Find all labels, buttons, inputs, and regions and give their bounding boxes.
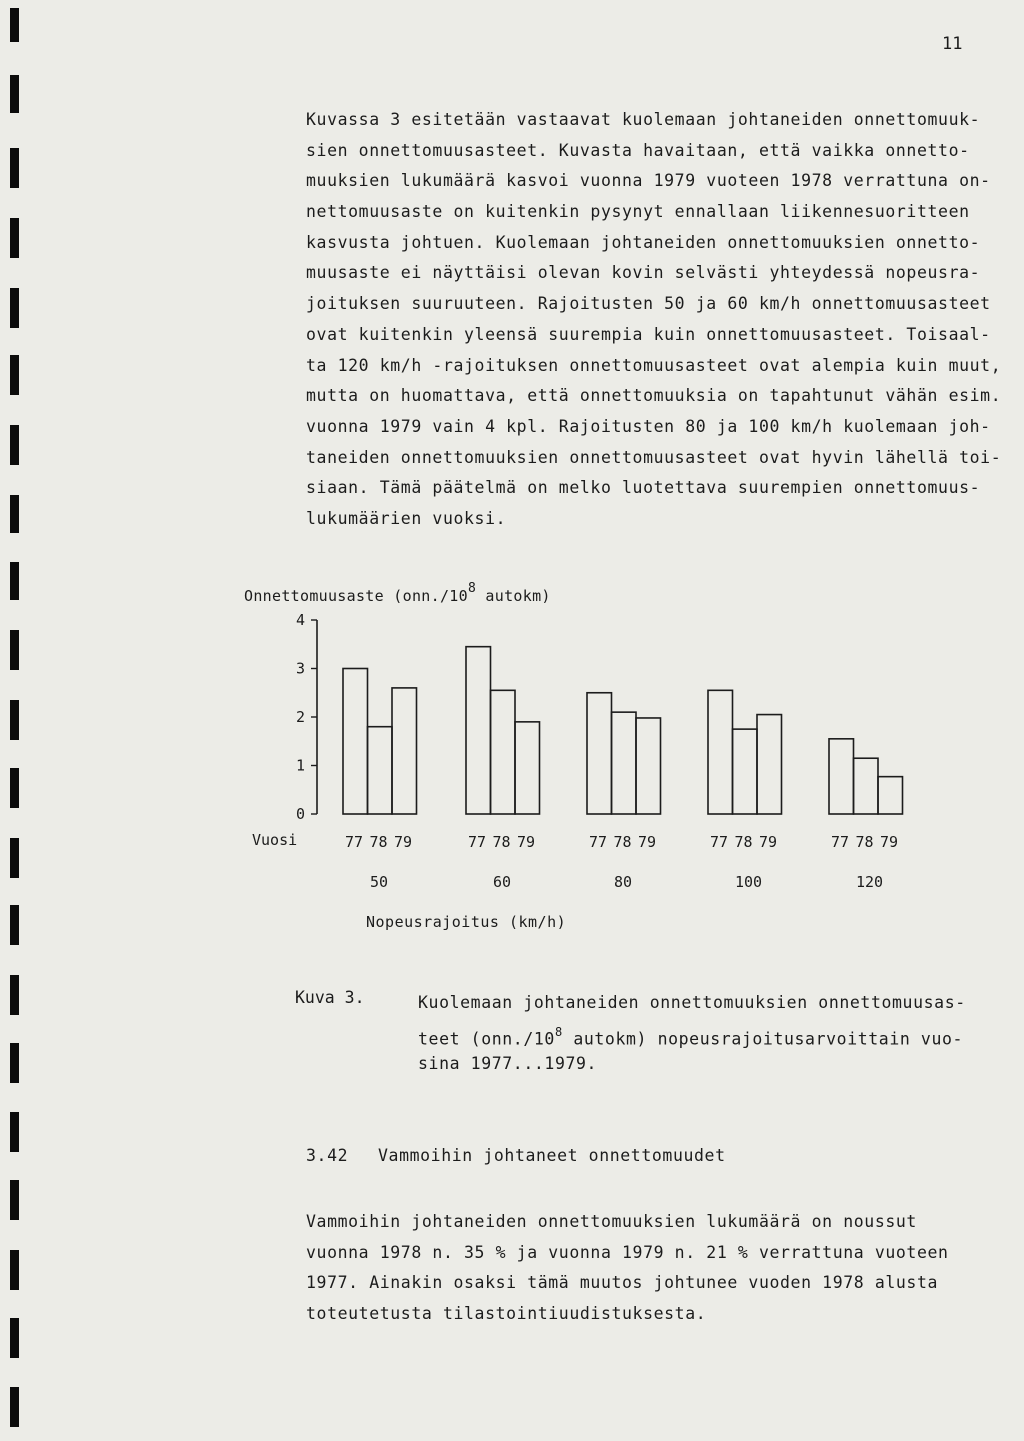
paragraph-2 [306,1207,996,1330]
binding-mark [10,1112,19,1152]
bar [708,690,733,814]
binding-mark [10,75,19,113]
binding-mark [10,495,19,533]
x-row-label: Vuosi [252,831,298,849]
binding-mark [10,1318,19,1358]
text-line: toteutetusta tilastointiuudistuksesta. [306,1304,707,1324]
section-heading [306,1146,726,1165]
text-line: Vammoihin johtaneiden onnettomuuksien lukumäärä on noussut [306,1212,917,1231]
binding-mark [10,838,19,878]
binding-mark [10,355,19,395]
year-tick-label: 77 [831,833,850,851]
year-tick-label: 77 [710,833,729,851]
bar [612,712,637,814]
year-tick-label: 77 [468,833,487,851]
bar [829,739,854,814]
text-line: muuksien lukumäärä kasvoi vuonna 1979 vuoteen 1978 verrattuna on- [306,171,991,191]
page-number: 11 [942,34,963,54]
binding-mark [10,1180,19,1220]
text-line: ovat kuitenkin yleensä suurempia kuin onnettomuusasteet. Toisaal- [306,324,991,344]
binding-mark [10,905,19,945]
year-tick-label: 78 [613,833,632,851]
caption-line: sina 1977...1979. [418,1054,598,1073]
text-line: vuonna 1979 vain 4 kpl. Rajoitusten 80 ja 100 km/h kuolemaan joh- [306,416,991,436]
year-tick-label: 79 [638,833,657,851]
binding-mark [10,218,19,258]
bar [392,688,417,814]
text-line: lukumäärien vuoksi. [306,508,507,528]
caption-line-suffix: autokm) nopeusrajoitusarvoittain vuo- [562,1029,964,1048]
binding-mark [10,630,19,670]
y-axis-label: Onnettomuusaste (onn./108 autokm) [244,581,551,605]
group-label: 100 [735,873,763,891]
bar [733,729,758,814]
text-line: Kuvassa 3 esitetään vastaavat kuolemaan johtaneiden onnettomuuk- [306,110,981,129]
binding-mark [10,562,19,600]
year-tick-label: 78 [369,833,388,851]
text-line: vuonna 1978 n. 35 % ja vuonna 1979 n. 21 % verrattuna vuoteen [306,1242,949,1262]
text-line: muusaste ei näyttäisi olevan kovin selvästi yhteydessä nopeusra- [306,263,981,283]
caption-line [418,1019,966,1050]
bar [343,669,368,815]
binding-mark [10,8,19,42]
bar [878,777,903,814]
text-line: mutta on huomattava, että onnettomuuksia on tapahtunut vähän esim. [306,386,1002,406]
binding-mark [10,1043,19,1083]
bar [636,718,661,814]
bar [587,693,612,814]
text-line: sien onnettomuusasteet. Kuvasta havaitaan, että vaikka onnetto- [306,140,970,160]
text-line: siaan. Tämä päätelmä on melko luotettava suurempien onnettomuus- [306,478,981,498]
y-tick-label: 2 [296,708,306,726]
y-tick-label: 4 [296,611,306,629]
bar [491,690,516,814]
y-tick-label: 0 [296,805,306,823]
binding-mark [10,425,19,465]
group-label: 60 [493,873,512,891]
bar [515,722,540,814]
text-line: joituksen suuruuteen. Rajoitusten 50 ja 60 km/h onnettomuusasteet [306,294,991,314]
binding-mark [10,1387,19,1427]
y-tick-label: 3 [296,659,306,678]
year-tick-label: 78 [492,833,511,851]
caption-label: Kuva 3. [295,988,365,1007]
group-label: 50 [370,873,389,891]
caption-text [418,988,966,1080]
bar [854,758,879,814]
group-label: 80 [614,873,633,891]
text-line: ta 120 km/h -rajoituksen onnettomuusasteet ovat alempia kuin muut, [306,355,1002,375]
x-axis-label: Nopeusrajoitus (km/h) [366,913,567,931]
y-tick-label: 1 [296,756,306,775]
section-number: 3.42 [306,1146,349,1165]
binding-mark [10,288,19,328]
text-line: taneiden onnettomuuksien onnettomuusasteet ovat hyvin lähellä toi- [306,447,1002,467]
binding-mark [10,148,19,188]
year-tick-label: 78 [855,833,874,851]
binding-mark [10,768,19,808]
group-label: 120 [856,873,884,891]
caption-line-prefix: teet (onn./10 [418,1029,555,1048]
year-tick-label: 78 [734,833,753,851]
text-line: nettomuusaste on kuitenkin pysynyt ennallaan liikennesuoritteen [306,202,970,222]
caption-line: Kuolemaan johtaneiden onnettomuuksien onnettomuusas- [418,993,966,1012]
bar-chart [230,570,930,950]
caption-exponent: 8 [554,1024,563,1039]
year-tick-label: 79 [759,833,778,851]
section-title: Vammoihin johtaneet onnettomuudet [378,1146,726,1165]
binding-mark [10,975,19,1015]
binding-mark [10,1250,19,1290]
year-tick-label: 77 [345,833,364,851]
text-line: kasvusta johtuen. Kuolemaan johtaneiden onnettomuuksien onnetto- [306,232,981,252]
year-tick-label: 77 [589,833,608,851]
bar [757,715,782,814]
bar [466,647,491,814]
text-line: 1977. Ainakin osaksi tämä muutos johtunee vuoden 1978 alusta [306,1273,939,1293]
year-tick-label: 79 [880,833,899,851]
binding-mark [10,700,19,740]
year-tick-label: 79 [394,833,413,851]
year-tick-label: 79 [517,833,536,851]
bar [368,727,393,814]
paragraph-1 [306,105,1002,535]
